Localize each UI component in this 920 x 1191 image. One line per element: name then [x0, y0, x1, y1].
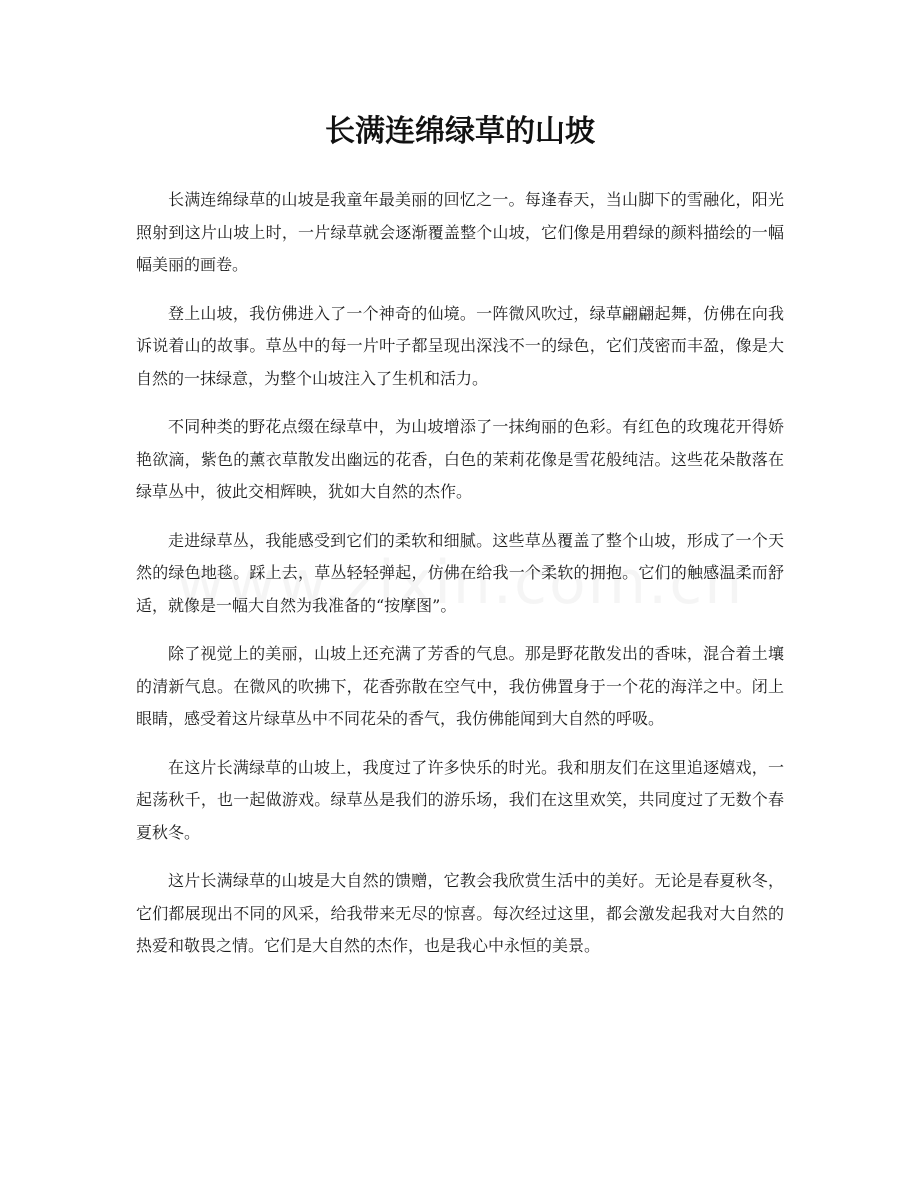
paragraph-4: 走进绿草丛，我能感受到它们的柔软和细腻。这些草丛覆盖了整个山坡，形成了一个天然的绿色地毯。踩上去，草丛轻轻弹起，仿佛在给我一个柔软的拥抱。它们的触感温柔而舒适，就像是一幅大自然为我准备的“按摩图”。 [136, 530, 784, 615]
paragraph-7: 这片长满绿草的山坡是大自然的馈赠，它教会我欣赏生活中的美好。无论是春夏秋冬，它们都展现出不同的风采，给我带来无尽的惊喜。每次经过这里，都会激发起我对大自然的热爱和敬畏之情。它们是大自然的杰作，也是我心中永恒的美景。 [136, 871, 784, 955]
paragraph-5: 除了视觉上的美丽，山坡上还充满了芳香的气息。那是野花散发出的香味，混合着土壤的清新气息。在微风的吹拂下，花香弥散在空气中，我仿佛置身于一个花的海洋之中。闭上眼睛，感受着这片绿草丛中不同花朵的香气，我仿佛能闻到大自然的呼吸。 [136, 644, 784, 728]
paragraph-6: 在这片长满绿草的山坡上，我度过了许多快乐的时光。我和朋友们在这里追逐嬉戏，一起荡秋千，也一起做游戏。绿草丛是我们的游乐场，我们在这里欢笑，共同度过了无数个春夏秋冬。 [136, 757, 784, 842]
paragraph-2: 登上山坡，我仿佛进入了一个神奇的仙境。一阵微风吹过，绿草翩翩起舞，仿佛在向我诉说着山的故事。草丛中的每一片叶子都呈现出深浅不一的绿色，它们茂密而丰盈，像是大自然的一抹绿意，为整个山坡注入了生机和活力。 [136, 303, 784, 388]
document-title: 长满连绵绿草的山坡 [325, 114, 595, 149]
paragraph-1: 长满连绵绿草的山坡是我童年最美丽的回忆之一。每逢春天，当山脚下的雪融化，阳光照射到这片山坡上时，一片绿草就会逐渐覆盖整个山坡，它们像是用碧绿的颜料描绘的一幅幅美丽的画卷。 [136, 190, 784, 274]
paragraph-3: 不同种类的野花点缀在绿草中，为山坡增添了一抹绚丽的色彩。有红色的玫瑰花开得娇艳欲滴，紫色的薰衣草散发出幽远的花香，白色的茉莉花像是雪花般纯洁。这些花朵散落在绿草丛中，彼此交相辉映，犹如大自然的杰作。 [136, 417, 784, 501]
document-body [136, 184, 784, 979]
